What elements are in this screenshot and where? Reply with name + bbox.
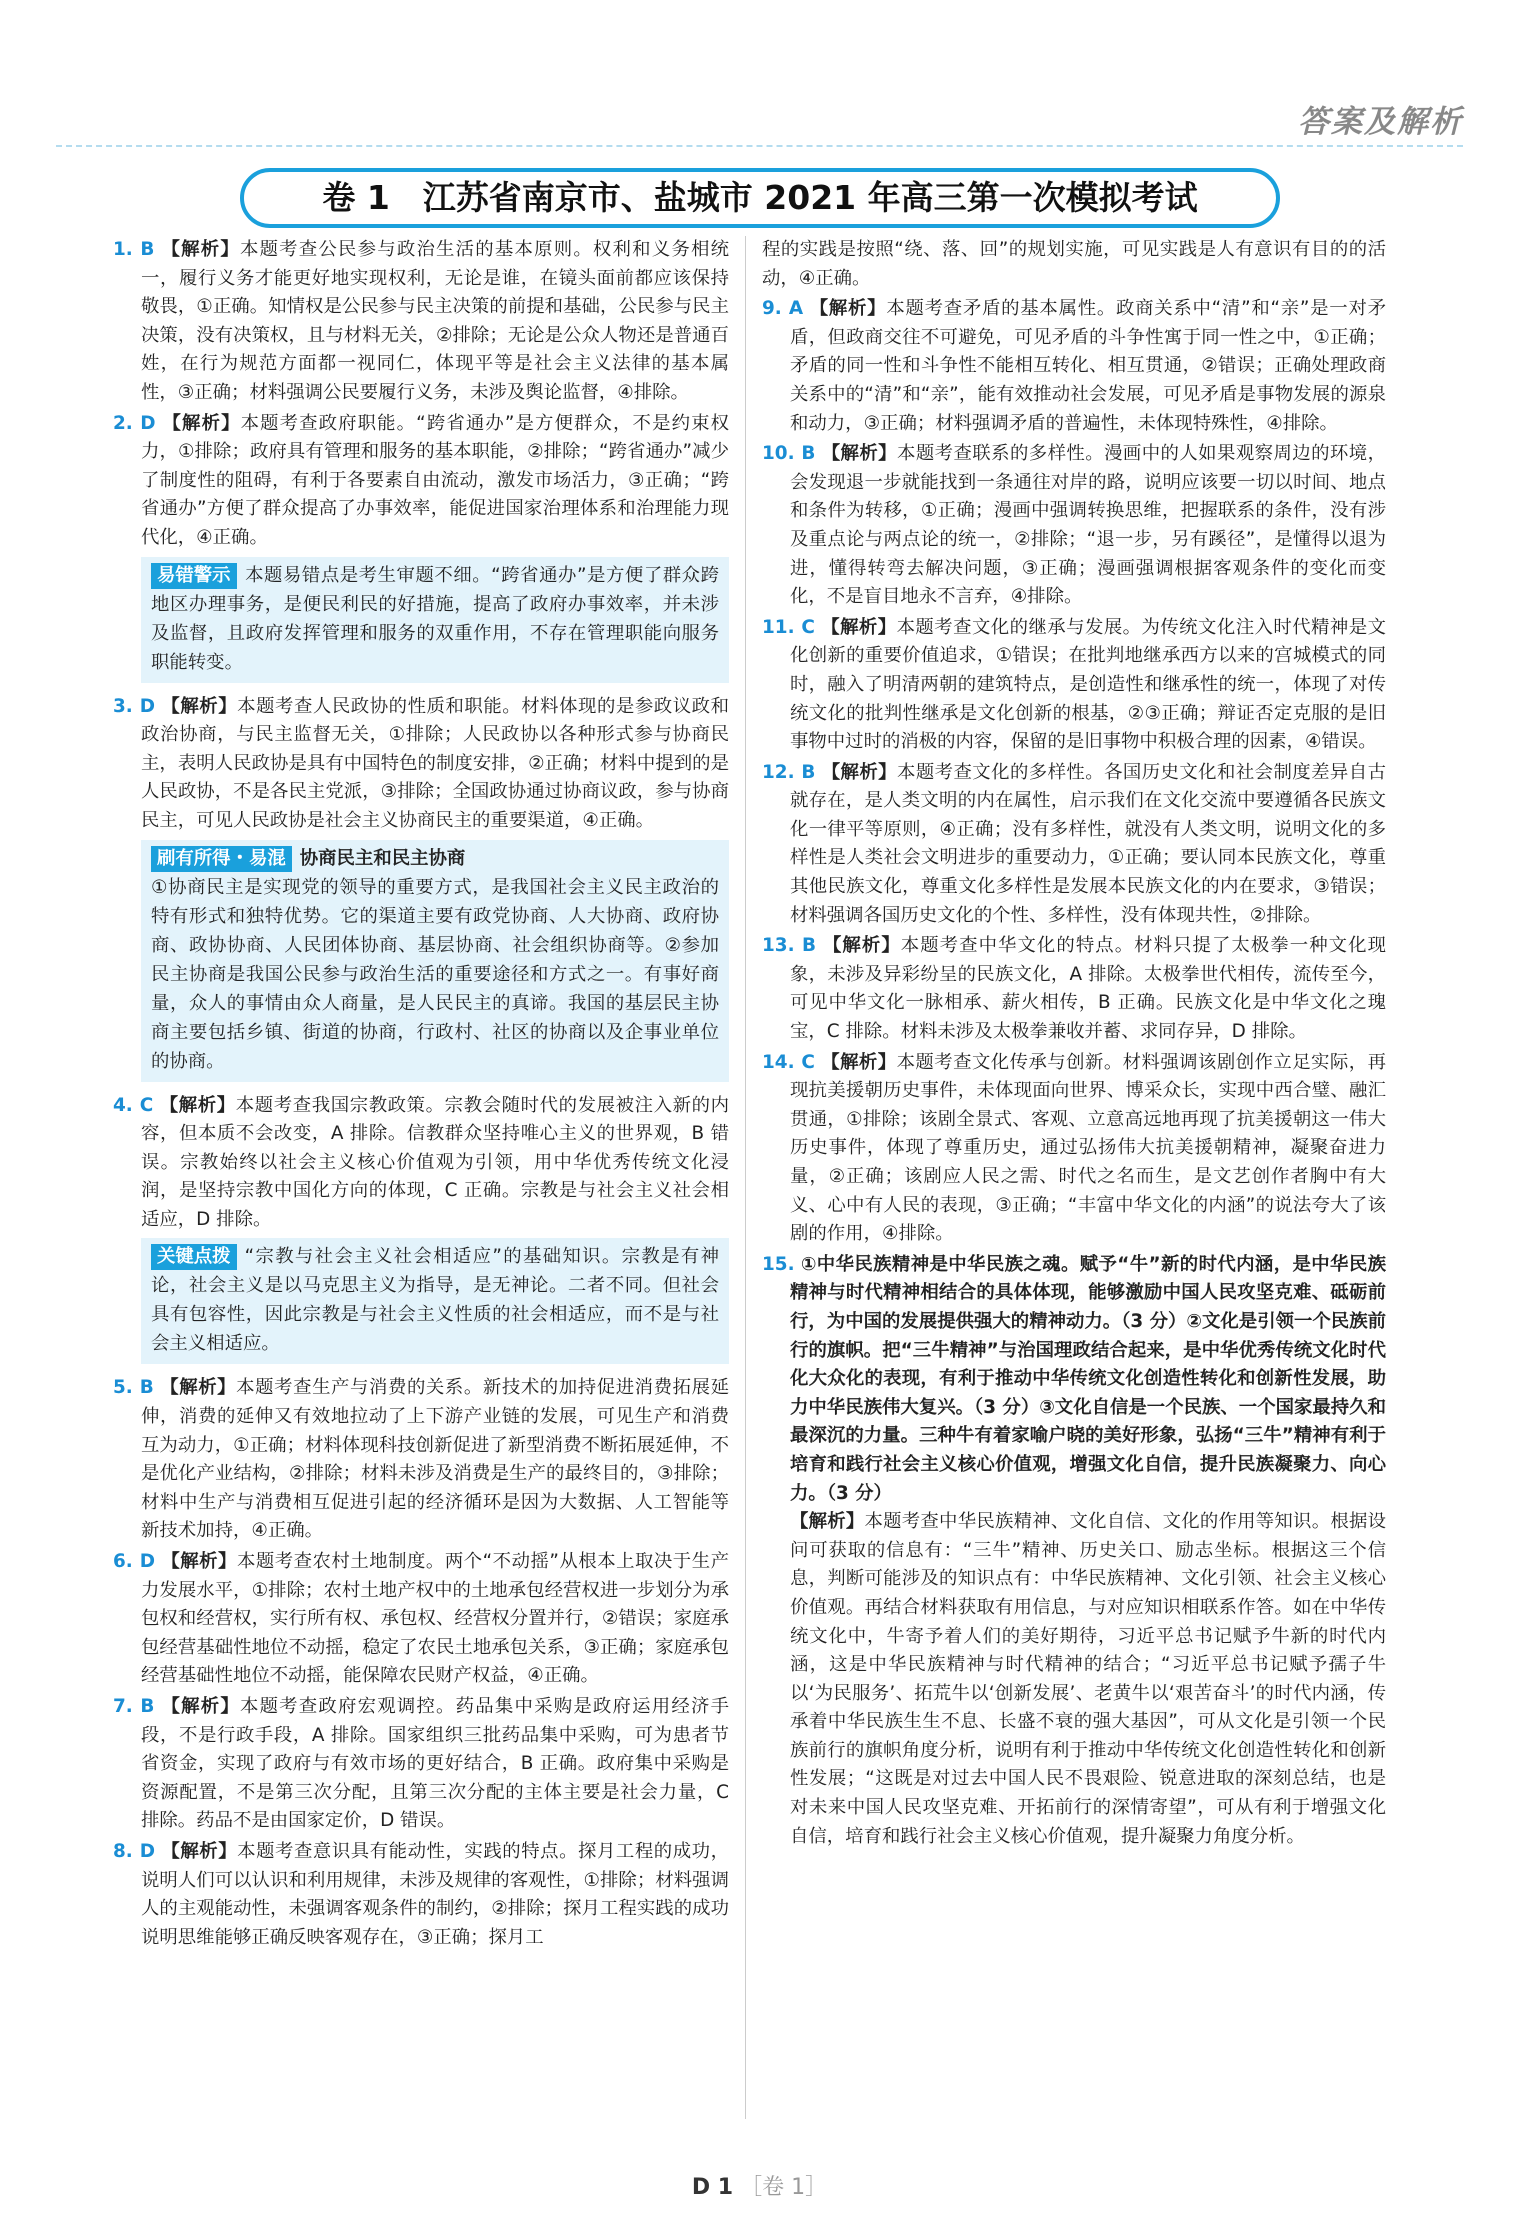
model-answer: ①中华民族精神是中华民族之魂。赋予“牛”新的时代内涵，是中华民族精神与时代精神相结合的具体体现，能够激励中国人民攻坚克难、砥砺前行，为中国的发展提供强大的精神动力。（3 分）②文化是引领一个民族前行的旗帜。把“三牛精神”与治国理政结合起来，是中华优秀传统文化时代化大众化的表现，有利于推动中华传统文化创造性转化和创新性发展，助力中华民族伟大复兴。（3 分）③文化自信是一个民族、一个国家最持久和最深沉的力量。三种牛有着家喻户晓的美好形象，弘扬“三牛”精神有利于培育和践行社会主义核心价值观，增强文化自信，提升民族凝聚力、向心力。（3 分） (790, 1253, 1386, 1504)
answer-item (113, 410, 729, 553)
analysis-tag: 【解析】 (161, 1696, 240, 1717)
tip-text: ①协商民主是实现党的领导的重要方式，是我国社会主义民主政治的特有形式和独特优势。它的渠道主要有政党协商、人大协商、政府协商、政协协商、人民团体协商、基层协商、社会组织协商等。②参加民主协商是我国公民参与政治生活的重要途径和方式之一。有事好商量，众人的事情由众人商量，是人民民主的真谛。我国的基层民主协商主要包括乡镇、街道的协商，行政村、社区的协商以及企事业单位的协商。 (151, 876, 719, 1072)
answer-item (113, 1693, 729, 1836)
analysis-text: 本题考查意识具有能动性，实践的特点。探月工程的成功，说明人们可以认识和利用规律，未涉及规律的客观性，①排除；材料强调人的主观能动性，未强调客观条件的制约，②排除；探月工程实践的成功说明思维能够正确反映客观存在，③正确；探月工 (141, 1840, 729, 1948)
answer-number: 10. B (762, 443, 816, 465)
column-divider (745, 236, 746, 2119)
analysis-text: 程的实践是按照“绕、落、回”的规划实施，可见实践是人有意识有目的的活动，④正确。 (762, 239, 1386, 289)
answer-item (762, 1049, 1386, 1249)
left-column (113, 236, 729, 1954)
answer-number: 2. D (113, 412, 156, 434)
analysis-text: 本题考查文化的多样性。各国历史文化和社会制度差异自古就存在，是人类文明的内在属性，启示我们在文化交流中要遵循各民族文化一律平等原则，④正确；没有多样性，就没有人类文明，说明文化的多样性是人类社会文明进步的重要动力，①正确；要认同本民族文化，尊重其他民族文化，尊重文化多样性是发展本民族文化的内在要求，③错误；材料强调各国历史文化的个性、多样性，没有体现共性，②排除。 (790, 761, 1386, 926)
analysis-text: 本题考查矛盾的基本属性。政商关系中“清”和“亲”是一对矛盾，但政商交往不可避免，可见矛盾的斗争性寓于同一性之中，①正确；矛盾的同一性和斗争性不能相互转化、相互贯通，②错误；正确处理政商关系中的“清”和“亲”，能有效推动社会发展，可见矛盾是事物发展的源泉和动力，③正确；材料强调矛盾的普遍性，未体现特殊性，④排除。 (790, 298, 1386, 434)
analysis-tag: 【解析】 (159, 1094, 236, 1116)
tip-label: 关键点拨 (151, 1244, 237, 1270)
analysis-text: 本题考查政府职能。“跨省通办”是方便群众，不是约束权力，①排除；政府具有管理和服务的基本职能，②排除；“跨省通办”减少了制度性的阻碍，有利于各要素自由流动，激发市场活力，③正确；“跨省通办”方便了群众提高了办事效率，能促进国家治理体系和治理能力现代化，④正确。 (141, 412, 729, 548)
page-number: D 1 (691, 2175, 734, 2200)
right-column (762, 236, 1386, 1853)
answer-item (113, 1548, 729, 1691)
answer-number: 14. C (762, 1051, 815, 1073)
answer-item (113, 236, 729, 408)
analysis-text: 本题考查公民参与政治生活的基本原则。权利和义务相统一，履行义务才能更好地实现权利，无论是谁，在镜头面前都应该保持敬畏，①正确。知情权是公民参与民主决策的前提和基础，公民参与民主决策，没有决策权，且与材料无关，②排除；无论是公众人物还是普通百姓，在行为规范方面都一视同仁，体现平等是社会主义法律的基本属性，③正确；材料强调公民要履行义务，未涉及舆论监督，④排除。 (141, 239, 729, 403)
analysis-tag: 【解析】 (821, 1051, 897, 1073)
volume-label: ［卷 1］ (740, 2175, 828, 2200)
answer-number: 1. B (113, 239, 155, 260)
answer-number: 8. D (113, 1840, 155, 1862)
analysis-text: 本题考查政府宏观调控。药品集中采购是政府运用经济手段，不是行政手段，A 排除。国家组织三批药品集中采购，可为患者节省资金，实现了政府与有效市场的更好结合，B 正确。政府集中采购是资源配置，不是第三次分配，且第三次分配的主体主要是社会力量，C 排除。药品不是由国家定价，D 错误。 (141, 1696, 729, 1832)
answer-number: 13. B (762, 935, 817, 957)
analysis-text: 本题考查中华民族精神、文化自信、文化的作用等知识。根据设问可获取的信息有：“三牛”精神、历史关口、励志坐标。根据这三个信息，判断可能涉及的知识点有：中华民族精神、文化引领、社会主义核心价值观。再结合材料获取有用信息，与对应知识相联系作答。如在中华传统文化中，牛寄予着人们的美好期待，习近平总书记赋予牛新的时代内涵，这是中华民族精神与时代精神的结合；“习近平总书记赋予孺子牛以‘为民服务’、拓荒牛以‘创新发展’、老黄牛以‘艰苦奋斗’的时代内涵，传承着中华民族生生不息、长盛不衰的强大基因”，可从文化是引领一个民族前行的旗帜角度分析，说明有利于推动中华传统文化创造性转化和创新性发展；“这既是对过去中国人民不畏艰险、锐意进取的深刻总结，也是对未来中国人民攻坚克难、开拓前行的深情寄望”，可从有利于增强文化自信，培育和践行社会主义核心价值观，提升凝聚力角度分析。 (790, 1511, 1386, 1847)
answer-item (762, 1251, 1386, 1851)
tip-box (141, 557, 729, 683)
answer-number: 7. B (113, 1696, 155, 1717)
analysis-text: 本题考查文化传承与创新。材料强调该剧创作立足实际，再现抗美援朝历史事件，未体现面向世界、博采众长，实现中西合璧、融汇贯通，①排除；该剧全景式、客观、立意高远地再现了抗美援朝这一伟大历史事件，体现了尊重历史，通过弘扬伟大抗美援朝精神，凝聚奋进力量，②正确；该剧应人民之需、时代之名而生，是文艺创作者胸中有大义、心中有人民的表现，③正确；“丰富中华文化的内涵”的说法夸大了该剧的作用，④排除。 (790, 1051, 1386, 1245)
analysis-tag: 【解析】 (822, 935, 901, 957)
analysis-tag: 【解析】 (809, 298, 887, 320)
answer-number: 12. B (762, 761, 816, 783)
analysis-text: 本题考查农村土地制度。两个“不动摇”从根本上取决于生产力发展水平，①排除；农村土地产权中的土地承包经营权进一步划分为承包权和经营权，实行所有权、承包权、经营权分置并行，②错误；家庭承包经营基础性地位不动摇，稳定了农民土地承包关系，③正确；家庭承包经营基础性地位不动摇，能保障农民财产权益，④正确。 (141, 1551, 729, 1687)
answer-item (762, 932, 1386, 1046)
tip-label: 易错警示 (151, 563, 237, 589)
title-banner (230, 164, 1290, 228)
analysis-tag: 【解析】 (160, 1377, 237, 1399)
analysis-text: 本题考查人民政协的性质和职能。材料体现的是参政议政和政治协商，与民主监督无关，①排除；人民政协以各种形式参与协商民主，表明人民政协是具有中国特色的制度安排，②正确；材料中提到的是人民政协，不是各民主党派，③排除；全国政协通过协商议政，参与协商民主，可见人民政协是社会主义协商民主的重要渠道，④正确。 (141, 695, 729, 831)
header-divider (56, 145, 1463, 147)
answer-item-continued (762, 236, 1386, 293)
answer-item (113, 1374, 729, 1546)
answer-item (762, 295, 1386, 438)
answer-number: 11. C (762, 616, 815, 638)
tip-label: 刷有所得・易混 (151, 846, 292, 872)
analysis-tag: 【解析】 (790, 1511, 865, 1533)
page-footer (0, 2170, 1519, 2201)
answer-number: 5. B (113, 1377, 154, 1399)
answer-number: 9. A (762, 298, 804, 320)
analysis-tag: 【解析】 (161, 695, 238, 717)
tip-heading: 协商民主和民主协商 (299, 847, 466, 869)
analysis-tag: 【解析】 (161, 1551, 237, 1573)
answer-item (113, 1092, 729, 1235)
analysis-tag: 【解析】 (161, 239, 240, 260)
answer-number: 4. C (113, 1094, 154, 1116)
answer-number: 15. (762, 1253, 795, 1275)
answer-item (113, 1838, 729, 1952)
answer-item (762, 759, 1386, 931)
answer-number: 3. D (113, 695, 155, 717)
tip-text: 本题易错点是考生审题不细。“跨省通办”是方便了群众跨地区办理事务，是便民利民的好措施，提高了政府办事效率，并未涉及监督，且政府发挥管理和服务的双重作用，不存在管理职能向服务职能转变。 (151, 564, 719, 673)
tip-text: “宗教与社会主义社会相适应”的基础知识。宗教是有神论，社会主义是以马克思主义为指导，是无神论。二者不同。但社会具有包容性，因此宗教是与社会主义性质的社会相适应，而不是与社会主义相适应。 (151, 1246, 719, 1355)
analysis-tag: 【解析】 (821, 616, 897, 638)
analysis-text: 本题考查中华文化的特点。材料只提了太极拳一种文化现象，未涉及异彩纷呈的民族文化，A 排除。太极拳世代相传，流传至今，可见中华文化一脉相承、薪火相传，B 正确。民族文化是中华文化之瑰宝，C 排除。材料未涉及太极拳兼收并蓄、求同存异，D 排除。 (790, 935, 1386, 1043)
analysis-tag: 【解析】 (162, 412, 241, 434)
answer-item (113, 693, 729, 836)
analysis-tag: 【解析】 (821, 443, 898, 465)
answer-item (762, 614, 1386, 757)
tip-box (141, 840, 729, 1082)
analysis-tag: 【解析】 (161, 1840, 238, 1862)
section-header: 答案及解析 (1298, 104, 1463, 140)
answer-number: 6. D (113, 1551, 155, 1573)
analysis-text: 本题考查文化的继承与发展。为传统文化注入时代精神是文化创新的重要价值追求，①错误；在批判地继承西方以来的宫城模式的同时，融入了明清两朝的建筑特点，是创造性和继承性的统一，体现了对传统文化的批判性继承是文化创新的根基，②③正确；辩证否定克服的是旧事物中过时的消极的内容，保留的是旧事物中积极合理的因素，④错误。 (790, 616, 1386, 753)
analysis-text: 本题考查生产与消费的关系。新技术的加持促进消费拓展延伸，消费的延伸又有效地拉动了上下游产业链的发展，可见生产和消费互为动力，①正确；材料体现科技创新促进了新型消费不断拓展延伸，不是优化产业结构，②排除；材料未涉及消费是生产的最终目的，③排除；材料中生产与消费相互促进引起的经济循环是因为大数据、人工智能等新技术加持，④正确。 (141, 1377, 729, 1542)
tip-box (141, 1238, 729, 1364)
analysis-text: 本题考查联系的多样性。漫画中的人如果观察周边的环境，会发现退一步就能找到一条通往对岸的路，说明应该要一切以时间、地点和条件为转移，①正确；漫画中强调转换思维，把握联系的条件，没有涉及重点论与两点论的统一，②排除；“退一步，另有蹊径”，是懂得以退为进，懂得转弯去解决问题，③正确；漫画强调根据客观条件的变化而变化，不是盲目地永不言弃，④排除。 (790, 443, 1386, 608)
page-title: 卷 1 江苏省南京市、盐城市 2021 年高三第一次模拟考试 (322, 178, 1198, 217)
answer-item (762, 440, 1386, 612)
analysis-text: 本题考查我国宗教政策。宗教会随时代的发展被注入新的内容，但本质不会改变，A 排除。信教群众坚持唯心主义的世界观，B 错误。宗教始终以社会主义核心价值观为引领，用中华优秀传统文化浸润，是坚持宗教中国化方向的体现，C 正确。宗教是与社会主义社会相适应，D 排除。 (141, 1094, 729, 1230)
analysis-tag: 【解析】 (821, 761, 898, 783)
